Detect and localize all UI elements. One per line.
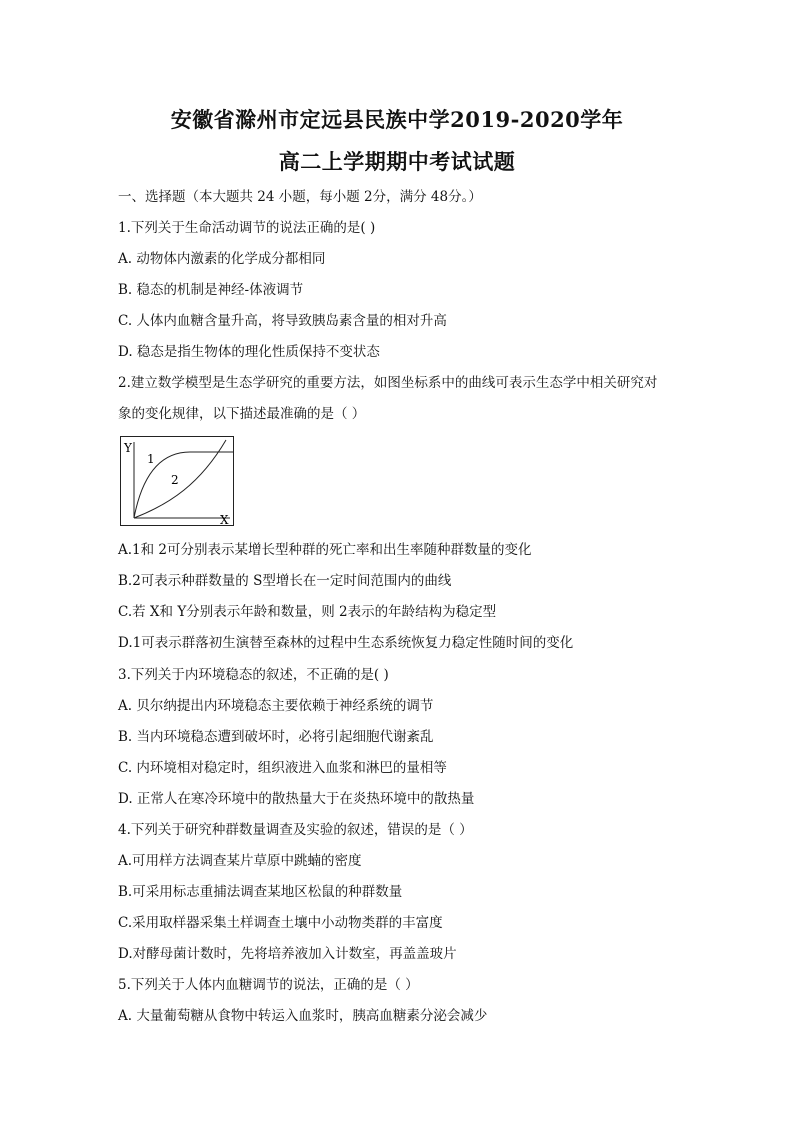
q2-stem-line2: 象的变化规律，以下描述最准确的是（ ）: [118, 406, 366, 422]
q4-option-a: A.可用样方法调查某片草原中跳蝻的密度: [118, 853, 362, 869]
q2-option-d: D.1可表示群落初生演替至森林的过程中生态系统恢复力稳定性随时间的变化: [118, 635, 574, 651]
exam-title-line2: 高二上学期期中考试试题: [278, 149, 516, 174]
q2-curve-figure: [120, 436, 234, 526]
curve-2-label: 2: [171, 473, 179, 487]
q4-option-d: D.对酵母菌计数时，先将培养液加入计数室，再盖盖玻片: [118, 946, 457, 962]
q5-stem: 5.下列关于人体内血糖调节的说法，正确的是（ ）: [118, 977, 419, 993]
q3-option-c: C. 内环境相对稳定时，组织液进入血浆和淋巴的量相等: [118, 760, 447, 776]
q1-option-d: D. 稳态是指生物体的理化性质保持不变状态: [118, 344, 380, 360]
q3-stem: 3.下列关于内环境稳态的叙述，不正确的是( ): [118, 667, 389, 683]
curve-1-label: 1: [147, 452, 155, 466]
q4-option-c: C.采用取样器采集土样调查土壤中小动物类群的丰富度: [118, 915, 443, 931]
exam-title-line1: 安徽省滁州市定远县民族中学2019-2020学年: [170, 107, 624, 132]
q1-stem: 1.下列关于生命活动调节的说法正确的是( ): [118, 220, 376, 236]
q2-option-a: A.1和 2可分别表示某增长型种群的死亡率和出生率随种群数量的变化: [118, 542, 532, 558]
q5-option-a: A. 大量葡萄糖从食物中转运入血浆时，胰高血糖素分泌会减少: [118, 1008, 488, 1024]
q1-option-c: C. 人体内血糖含量升高，将导致胰岛素含量的相对升高: [118, 313, 447, 329]
q2-option-c: C.若 X和 Y分别表示年龄和数量，则 2表示的年龄结构为稳定型: [118, 604, 497, 620]
q3-option-b: B. 当内环境稳态遭到破坏时，必将引起细胞代谢紊乱: [118, 729, 434, 745]
q2-figure-svg: [120, 436, 234, 526]
y-axis-label: Y: [124, 441, 132, 455]
q1-option-b: B. 稳态的机制是神经-体液调节: [118, 282, 304, 298]
q2-stem-line1: 2.建立数学模型是生态学研究的重要方法，如图坐标系中的曲线可表示生态学中相关研究对: [118, 375, 658, 391]
q3-option-d: D. 正常人在寒冷环境中的散热量大于在炎热环境中的散热量: [118, 791, 475, 807]
x-axis-label: X: [220, 513, 229, 526]
q1-option-a: A. 动物体内激素的化学成分都相同: [118, 251, 326, 267]
q4-stem: 4.下列关于研究种群数量调查及实验的叙述，错误的是（ ）: [118, 822, 473, 838]
q4-option-b: B.可采用标志重捕法调查某地区松鼠的种群数量: [118, 884, 403, 900]
section-heading: 一、选择题（本大题共 24 小题，每小题 2分，满分 48分。）: [118, 189, 482, 205]
q2-option-b: B.2可表示种群数量的 S型增长在一定时间范围内的曲线: [118, 573, 452, 589]
q3-option-a: A. 贝尔纳提出内环境稳态主要依赖于神经系统的调节: [118, 698, 434, 714]
